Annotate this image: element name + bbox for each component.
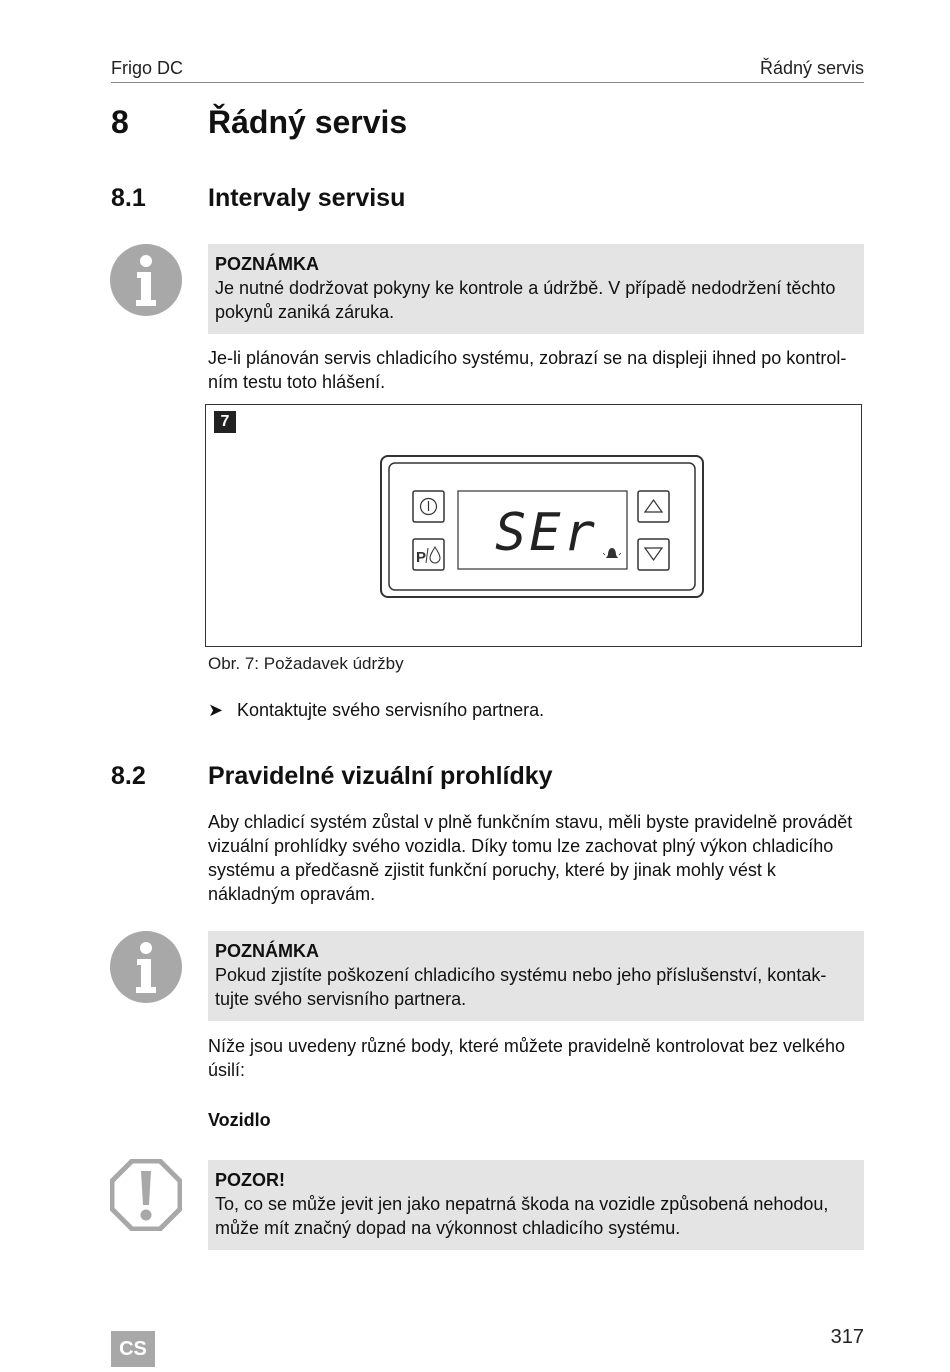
caution-text: To, co se může jevit jen jako nepatrná škoda na vozidle způsobená nehodou, může mít značný dopad na výkonnost chladicího systému.: [215, 1194, 829, 1238]
display-readout: SEr: [495, 503, 598, 563]
note-title: POZNÁMKA: [215, 941, 319, 961]
running-header-right: Řádný servis: [759, 58, 864, 78]
page-number: 317: [830, 1326, 864, 1348]
language-tab: CS: [111, 1331, 155, 1367]
up-button: [638, 491, 669, 522]
action-bullet: [208, 698, 544, 722]
arrow-bullet-icon: ➤: [208, 700, 224, 720]
chapter-number: 8: [111, 104, 129, 140]
figure-number: 7: [214, 411, 236, 433]
section-number: 8.1: [111, 184, 146, 212]
section-title: Pravidelné vizuální prohlídky: [208, 762, 553, 790]
svg-text:P: P: [416, 549, 427, 566]
running-header-left: Frigo DC: [111, 58, 184, 78]
note-text: Je nutné dodržovat pokyny ke kontrole a údržbě. V případě nedodržení těchto pokynů zaniká záruka.: [215, 278, 836, 322]
chapter-title: Řádný servis: [208, 104, 408, 140]
caution-box: [208, 1160, 864, 1250]
info-icon: [110, 244, 182, 316]
paragraph: Níže jsou uvedeny různé body, které můžete pravidelně kontrolovat bez velkého úsilí:: [208, 1036, 846, 1080]
figure-caption: Obr. 7: Požadavek údržby: [208, 654, 404, 673]
alarm-bell-icon: [603, 548, 621, 558]
control-panel-illustration: [206, 405, 861, 646]
note-box: [208, 931, 864, 1021]
power-button: [413, 491, 444, 522]
paragraph: Aby chladicí systém zůstal v plně funkčním stavu, měli byste pravidelně provádět vizuální prohlídky svého vozidla. Díky tomu lze zachovat plný výkon chladicího systému a předčasně zjistit funkční poruchy, které by jinak mohly vést k nákladným opravám.: [208, 812, 853, 904]
note-box: [208, 244, 864, 334]
warning-icon: [110, 1159, 182, 1231]
figure-7: [205, 404, 862, 647]
section-number: 8.2: [111, 762, 146, 790]
program-button: [413, 539, 444, 570]
down-button: [638, 539, 669, 570]
section-title: Intervaly servisu: [208, 184, 406, 212]
info-icon: [110, 931, 182, 1003]
note-text: Pokud zjistíte poškození chladicího systému nebo jeho příslušenství, kontak-tujte svého servisního partnera.: [215, 965, 827, 1009]
caution-title: POZOR!: [215, 1170, 285, 1190]
subheading: Vozidlo: [208, 1110, 271, 1130]
header-rule: [111, 82, 864, 83]
note-title: POZNÁMKA: [215, 254, 319, 274]
bullet-text: Kontaktujte svého servisního partnera.: [237, 700, 545, 720]
paragraph: Je-li plánován servis chladicího systému, zobrazí se na displeji ihned po kontrol-ním testu toto hlášení.: [208, 348, 847, 392]
